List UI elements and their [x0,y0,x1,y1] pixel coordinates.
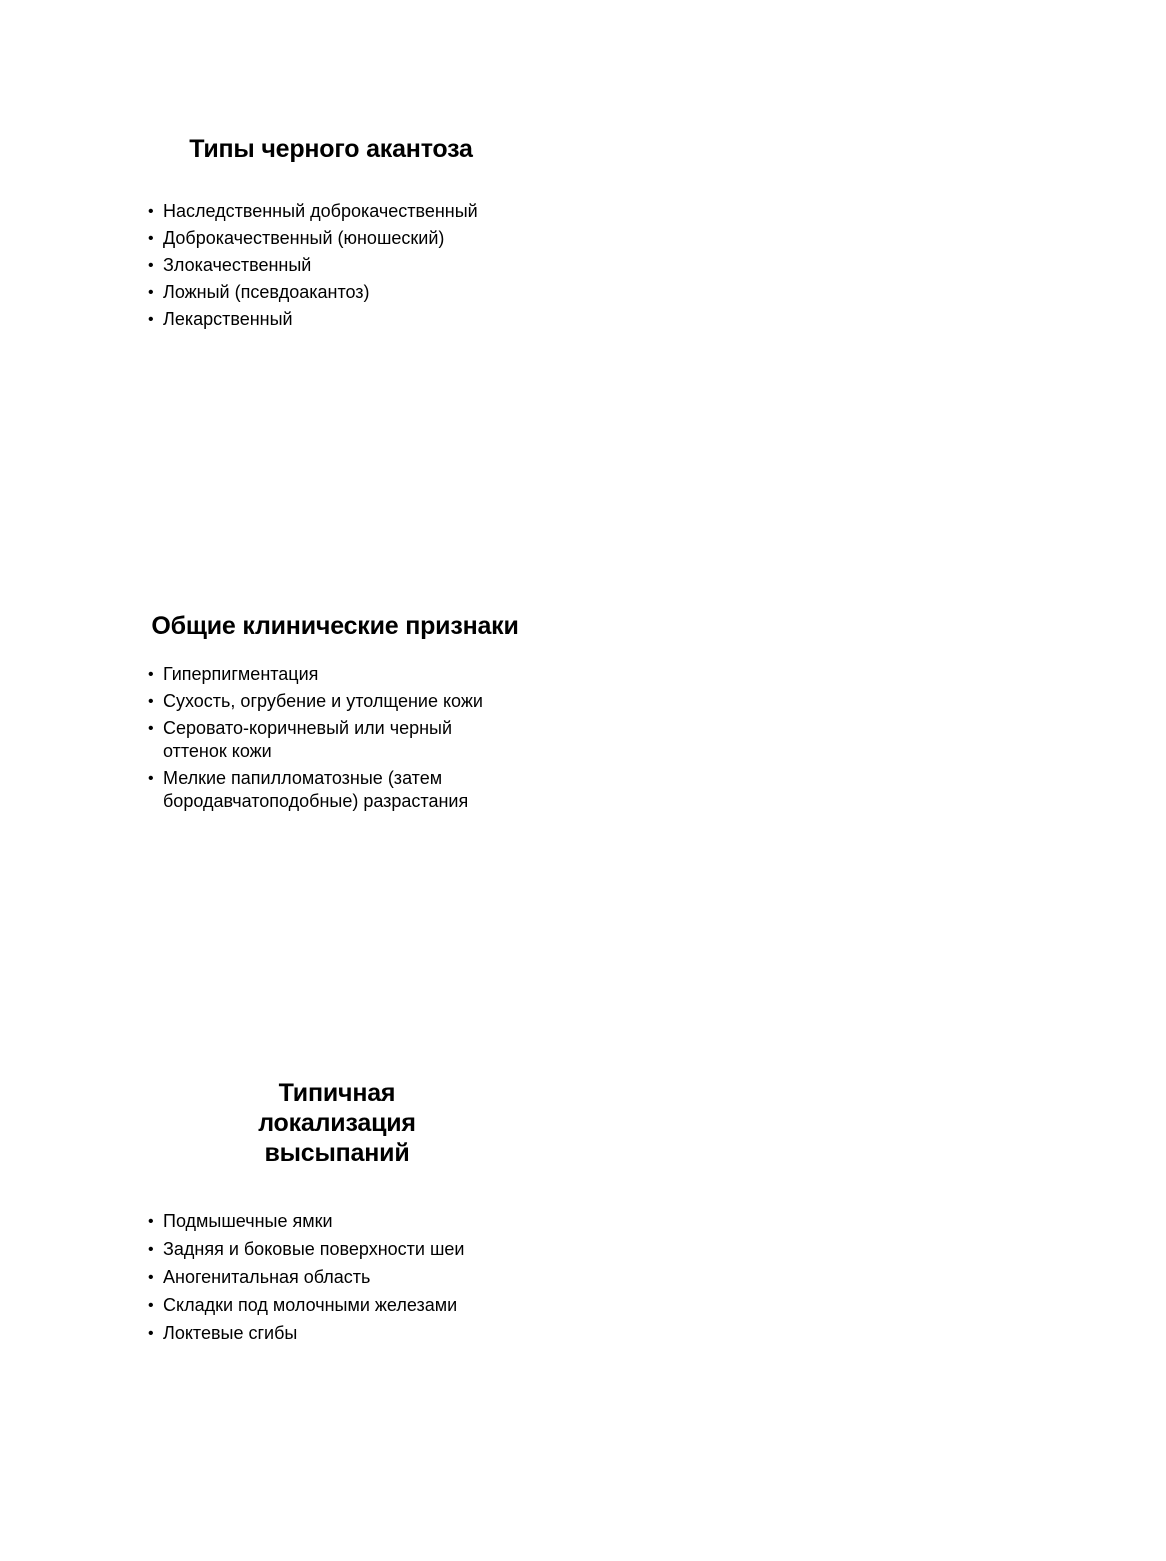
list-item: • Складки под молочными железами [148,1295,458,1315]
bullet-icon: • [148,203,154,220]
bullet-list [140,200,530,331]
bullet-icon: • [148,284,154,301]
list-item: • Злокачественный [148,255,312,275]
bullet-icon: • [148,693,154,710]
list-item: • Мелкие папилломатозные (затем бородавчатоподобные) разрастания [148,768,469,811]
slide-types [140,134,530,335]
slide-title: Типы черного акантоза [189,135,473,163]
bullet-icon: • [148,311,154,328]
bullet-icon: • [148,1325,154,1342]
list-item: • Локтевые сгибы [148,1323,298,1343]
list-item: • Сухость, огрубение и утолщение кожи [148,691,483,711]
bullet-icon: • [148,1269,154,1286]
slide-clinical-signs [140,611,530,817]
bullet-list [140,1210,530,1345]
list-item: • Гиперпигментация [148,664,319,684]
slide-title: Общие клинические признаки [151,612,519,640]
list-item: • Серовато-коричневый или черный оттенок кожи [148,718,453,761]
list-item: • Подмышечные ямки [148,1211,333,1231]
slide-localization [140,1078,530,1350]
bullet-icon: • [148,770,154,787]
slide-title: Типичная локализация высыпаний [258,1079,416,1167]
list-item: • Доброкачественный (юношеский) [148,228,445,248]
bullet-icon: • [148,257,154,274]
bullet-icon: • [148,1297,154,1314]
bullet-list [140,663,530,813]
list-item: • Ложный (псевдоакантоз) [148,282,370,302]
bullet-icon: • [148,720,154,737]
bullet-icon: • [148,1213,154,1230]
bullet-icon: • [148,230,154,247]
bullet-icon: • [148,666,154,683]
list-item: • Лекарственный [148,309,293,329]
bullet-icon: • [148,1241,154,1258]
list-item: • Аногенитальная область [148,1267,371,1287]
list-item: • Наследственный доброкачественный [148,201,478,221]
list-item: • Задняя и боковые поверхности шеи [148,1239,465,1259]
